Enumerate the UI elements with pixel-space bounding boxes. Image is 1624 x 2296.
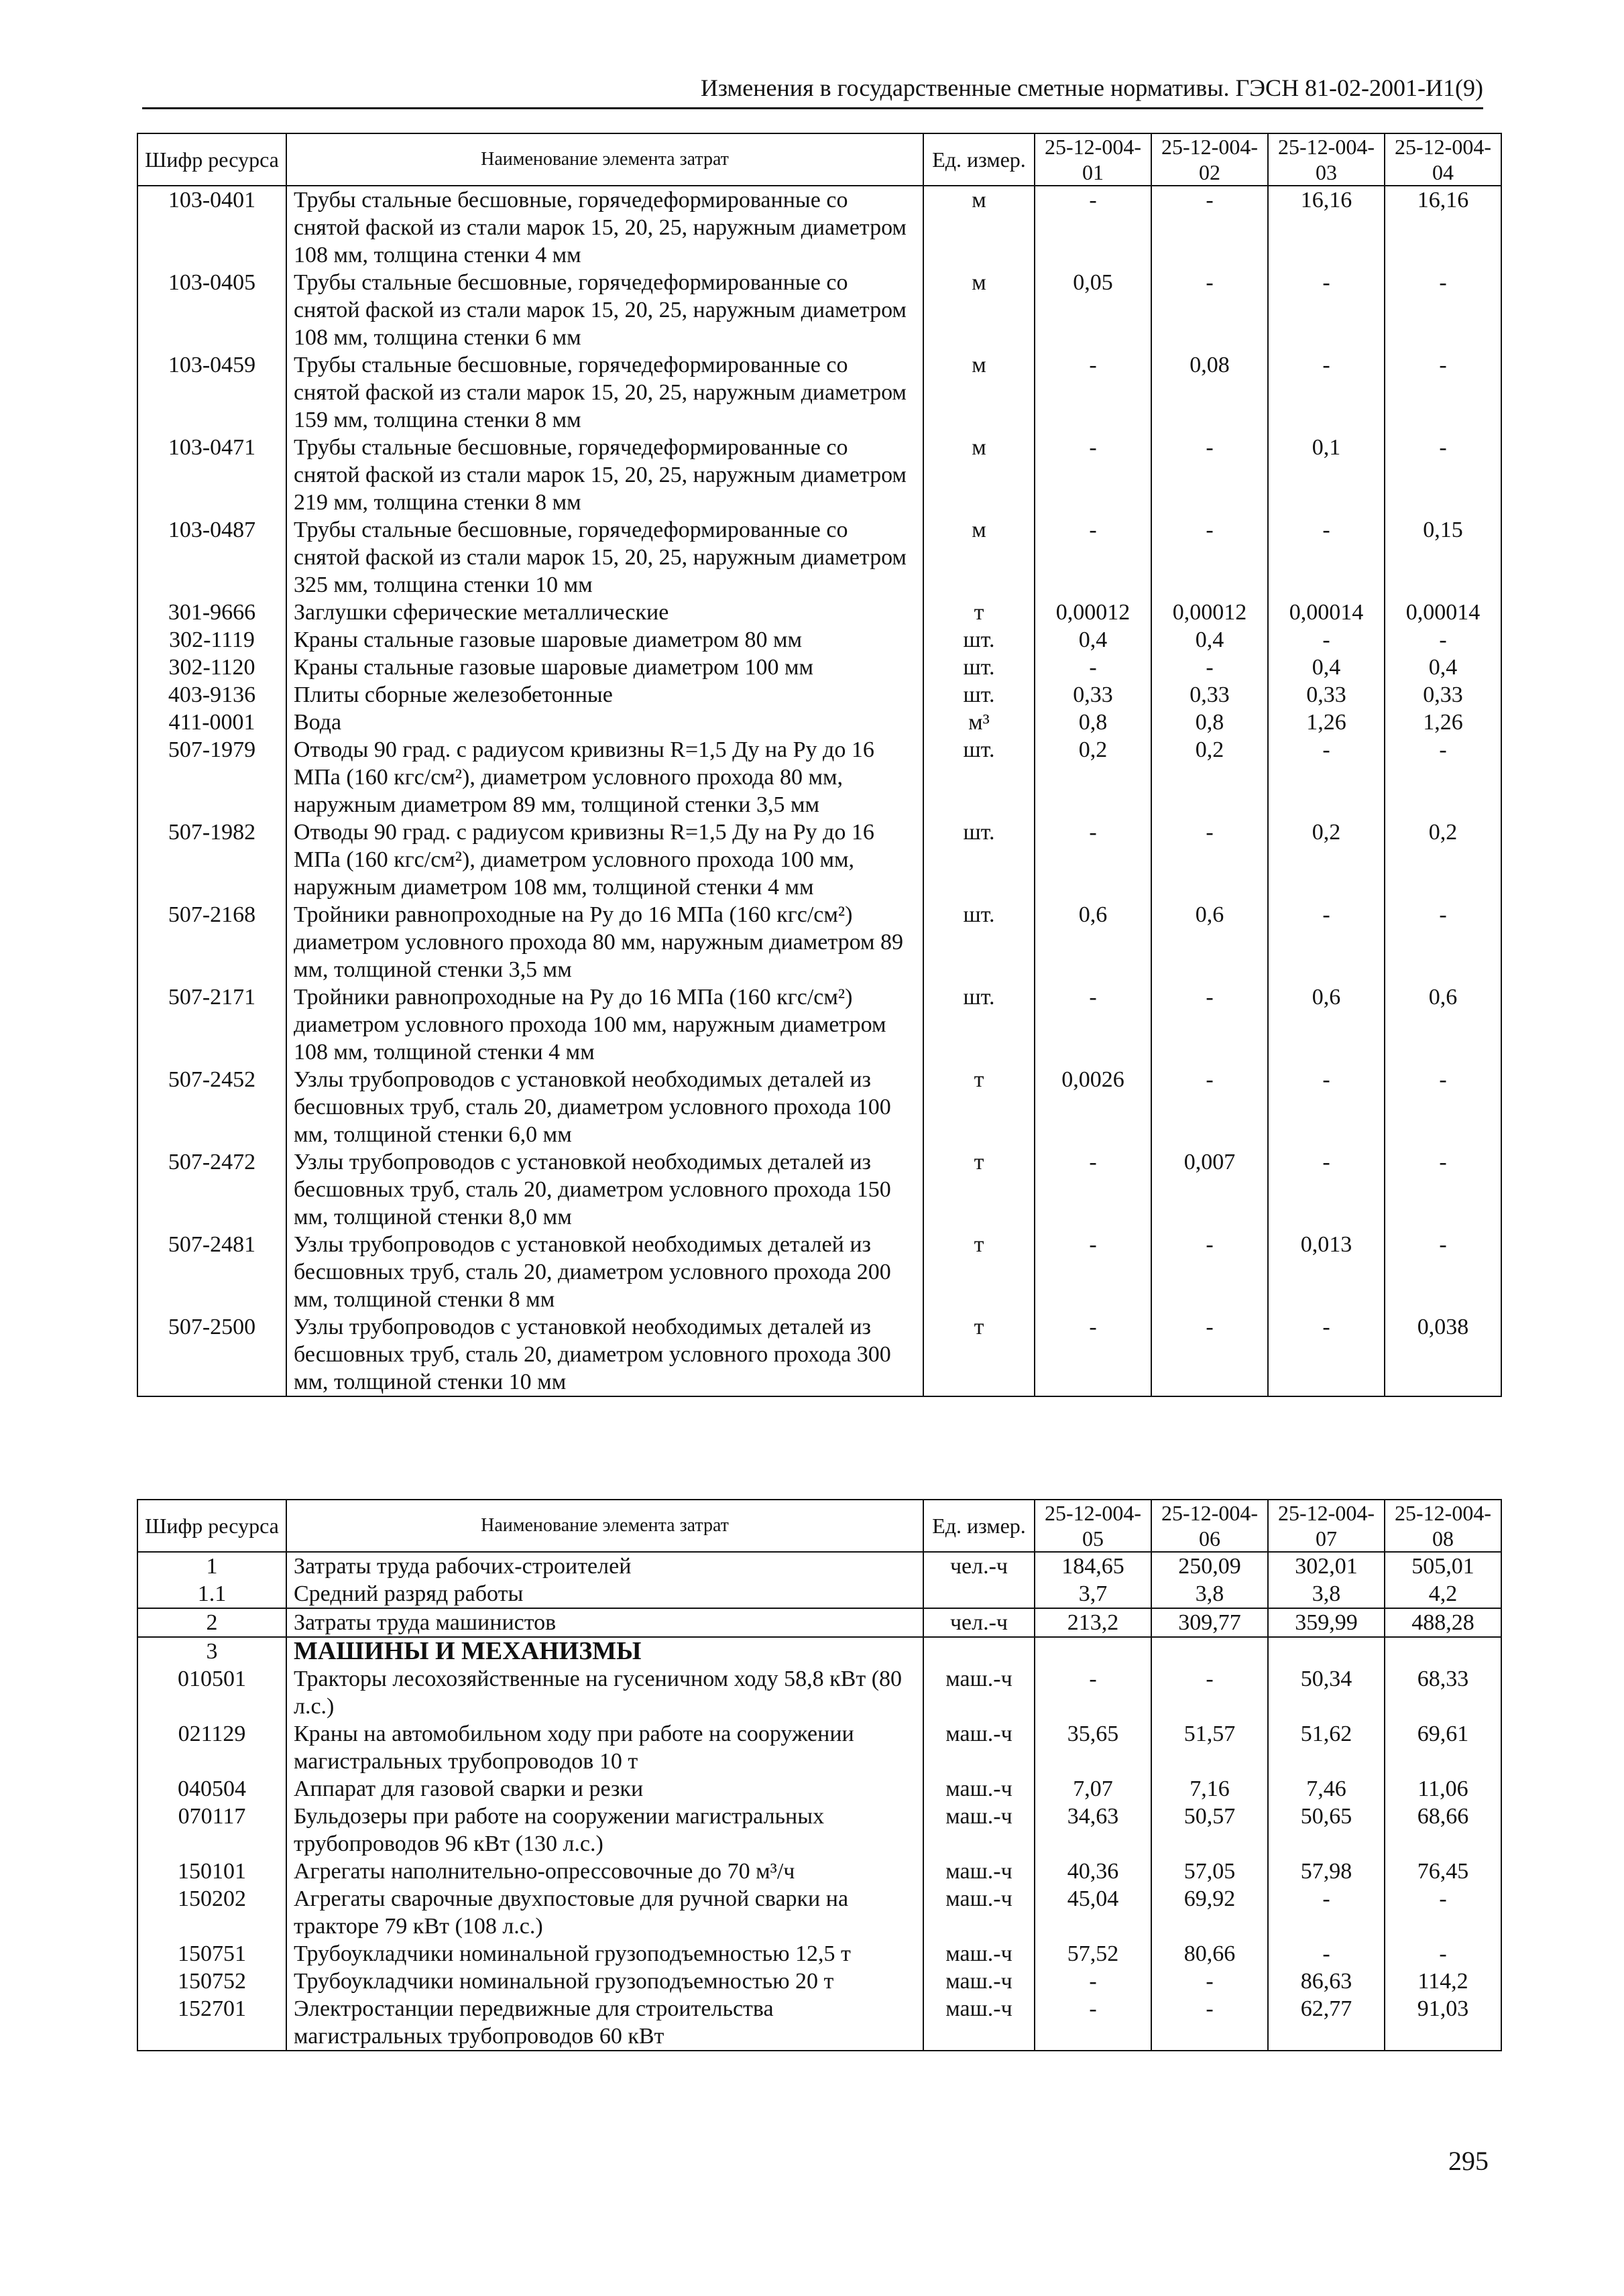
materials-table xyxy=(137,133,1502,1397)
value-cell: - xyxy=(1385,1148,1501,1231)
unit-cell: маш.-ч xyxy=(923,1940,1035,1968)
resource-name-cell: Аппарат для газовой сварки и резки xyxy=(286,1775,923,1803)
value-cell: - xyxy=(1268,901,1385,983)
resource-code-cell: 103-0401 xyxy=(137,186,286,269)
table-row xyxy=(137,1313,1501,1396)
value-cell: 184,65 xyxy=(1035,1552,1151,1580)
value-cell: 0,00012 xyxy=(1151,599,1268,626)
resource-code-cell: 301-9666 xyxy=(137,599,286,626)
table-row xyxy=(137,1775,1501,1803)
header-code: Шифр ресурса xyxy=(137,1500,286,1552)
value-cell xyxy=(1035,1637,1151,1665)
value-cell: 91,03 xyxy=(1385,1995,1501,2051)
header-unit: Ед. измер. xyxy=(923,1500,1035,1552)
resource-code-cell: 152701 xyxy=(137,1995,286,2051)
table-row xyxy=(137,1066,1501,1148)
resource-code-cell: 507-2472 xyxy=(137,1148,286,1231)
value-cell: 76,45 xyxy=(1385,1858,1501,1885)
value-cell: - xyxy=(1035,1313,1151,1396)
value-cell: - xyxy=(1035,1148,1151,1231)
resource-name-cell: Отводы 90 град. с радиусом кривизны R=1,5 Ду на Ру до 16 МПа (160 кгс/см²), диаметром условного прохода 100 мм, наружным диаметром 108 мм, толщиной стенки 4 мм xyxy=(286,819,923,901)
value-cell: - xyxy=(1151,434,1268,516)
value-cell: 0,4 xyxy=(1385,654,1501,681)
value-cell: 0,33 xyxy=(1385,681,1501,709)
value-cell: 40,36 xyxy=(1035,1858,1151,1885)
resource-code-cell: 507-2481 xyxy=(137,1231,286,1313)
value-cell: - xyxy=(1385,1885,1501,1940)
resource-name-cell: Трубоукладчики номинальной грузоподъемностью 12,5 т xyxy=(286,1940,923,1968)
table-row xyxy=(137,434,1501,516)
resource-name-cell: Затраты труда рабочих-строителей xyxy=(286,1552,923,1580)
resource-name-cell: Тракторы лесохозяйственные на гусеничном ходу 58,8 кВт (80 л.с.) xyxy=(286,1665,923,1720)
value-cell: - xyxy=(1385,736,1501,819)
value-cell: 57,05 xyxy=(1151,1858,1268,1885)
header-name: Наименование элемента затрат xyxy=(286,1500,923,1552)
value-cell: 0,2 xyxy=(1385,819,1501,901)
value-cell: - xyxy=(1151,1995,1268,2051)
unit-cell: т xyxy=(923,599,1035,626)
value-cell: - xyxy=(1035,1231,1151,1313)
resource-name-cell: Тройники равнопроходные на Ру до 16 МПа (160 кгс/см²) диаметром условного прохода 100 мм, наружным диаметром 108 мм, толщиной стенки 4 мм xyxy=(286,983,923,1066)
value-cell: 0,4 xyxy=(1268,654,1385,681)
unit-cell: маш.-ч xyxy=(923,1720,1035,1775)
value-cell: - xyxy=(1385,434,1501,516)
value-cell: - xyxy=(1268,351,1385,434)
value-cell: 359,99 xyxy=(1268,1608,1385,1637)
resource-name-cell: Трубоукладчики номинальной грузоподъемностью 20 т xyxy=(286,1968,923,1995)
resource-name-cell: Плиты сборные железобетонные xyxy=(286,681,923,709)
value-cell: - xyxy=(1268,1940,1385,1968)
table-row xyxy=(137,736,1501,819)
resource-name-cell: Трубы стальные бесшовные, горячедеформированные со снятой фаской из стали марок 15, 20, 25, наружным диаметром 108 мм, толщина стенки 4 мм xyxy=(286,186,923,269)
value-cell: 213,2 xyxy=(1035,1608,1151,1637)
value-cell: 45,04 xyxy=(1035,1885,1151,1940)
unit-cell: маш.-ч xyxy=(923,1775,1035,1803)
value-cell xyxy=(1151,1637,1268,1665)
resource-code-cell: 103-0405 xyxy=(137,269,286,351)
value-cell: 16,16 xyxy=(1385,186,1501,269)
resource-code-cell: 507-1982 xyxy=(137,819,286,901)
unit-cell: маш.-ч xyxy=(923,1995,1035,2051)
resource-code-cell: 070117 xyxy=(137,1803,286,1858)
resource-name-cell: Отводы 90 град. с радиусом кривизны R=1,5 Ду на Ру до 16 МПа (160 кгс/см²), диаметром условного прохода 80 мм, наружным диаметром 89 мм, толщиной стенки 3,5 мм xyxy=(286,736,923,819)
value-cell: 0,4 xyxy=(1035,626,1151,654)
value-cell: 51,62 xyxy=(1268,1720,1385,1775)
value-cell: 16,16 xyxy=(1268,186,1385,269)
value-cell: - xyxy=(1151,269,1268,351)
header-col: 25-12-004-06 xyxy=(1151,1500,1268,1552)
value-cell: - xyxy=(1151,186,1268,269)
value-cell: 50,65 xyxy=(1268,1803,1385,1858)
header-col: 25-12-004-01 xyxy=(1035,133,1151,186)
value-cell: 68,33 xyxy=(1385,1665,1501,1720)
value-cell xyxy=(1268,1637,1385,1665)
unit-cell xyxy=(923,1637,1035,1665)
value-cell: 0,6 xyxy=(1151,901,1268,983)
value-cell: 0,05 xyxy=(1035,269,1151,351)
table-row xyxy=(137,599,1501,626)
value-cell: 0,4 xyxy=(1151,626,1268,654)
table-header-row xyxy=(137,133,1501,186)
value-cell: 0,2 xyxy=(1035,736,1151,819)
header-col: 25-12-004-04 xyxy=(1385,133,1501,186)
value-cell: 0,8 xyxy=(1151,709,1268,736)
value-cell: - xyxy=(1035,186,1151,269)
value-cell: 7,16 xyxy=(1151,1775,1268,1803)
resource-name-cell: Средний разряд работы xyxy=(286,1580,923,1608)
value-cell: 7,46 xyxy=(1268,1775,1385,1803)
resource-name-cell: Трубы стальные бесшовные, горячедеформированные со снятой фаской из стали марок 15, 20, 25, наружным диаметром 108 мм, толщина стенки 6 мм xyxy=(286,269,923,351)
table-row xyxy=(137,186,1501,269)
value-cell: 0,00014 xyxy=(1268,599,1385,626)
value-cell: 7,07 xyxy=(1035,1775,1151,1803)
table-row xyxy=(137,681,1501,709)
header-col: 25-12-004-05 xyxy=(1035,1500,1151,1552)
table-row xyxy=(137,1968,1501,1995)
value-cell: 3,8 xyxy=(1151,1580,1268,1608)
unit-cell: м xyxy=(923,351,1035,434)
value-cell: 114,2 xyxy=(1385,1968,1501,1995)
resource-name-cell: Краны на автомобильном ходу при работе на сооружении магистральных трубопроводов 10 т xyxy=(286,1720,923,1775)
value-cell: 250,09 xyxy=(1151,1552,1268,1580)
resource-code-cell: 403-9136 xyxy=(137,681,286,709)
unit-cell: шт. xyxy=(923,983,1035,1066)
value-cell: 57,98 xyxy=(1268,1858,1385,1885)
labor-machines-table xyxy=(137,1499,1502,2051)
page-number: 295 xyxy=(1448,2146,1489,2176)
table-row xyxy=(137,1940,1501,1968)
unit-cell xyxy=(923,1580,1035,1608)
value-cell: - xyxy=(1151,1066,1268,1148)
value-cell: - xyxy=(1385,269,1501,351)
header-col: 25-12-004-02 xyxy=(1151,133,1268,186)
resource-code-cell: 010501 xyxy=(137,1665,286,1720)
table-row xyxy=(137,654,1501,681)
value-cell: 302,01 xyxy=(1268,1552,1385,1580)
resource-name-cell: Узлы трубопроводов с установкой необходимых деталей из бесшовных труб, сталь 20, диаметром условного прохода 150 мм, толщиной стенки 8,0 мм xyxy=(286,1148,923,1231)
value-cell: - xyxy=(1035,654,1151,681)
resource-code-cell: 507-1979 xyxy=(137,736,286,819)
header-col: 25-12-004-08 xyxy=(1385,1500,1501,1552)
value-cell: - xyxy=(1268,626,1385,654)
value-cell: - xyxy=(1268,516,1385,599)
unit-cell: м³ xyxy=(923,709,1035,736)
table-row xyxy=(137,1665,1501,1720)
resource-code-cell: 302-1119 xyxy=(137,626,286,654)
resource-name-cell: Агрегаты наполнительно-опрессовочные до 70 м³/ч xyxy=(286,1858,923,1885)
resource-code-cell: 040504 xyxy=(137,1775,286,1803)
value-cell: 4,2 xyxy=(1385,1580,1501,1608)
value-cell: 86,63 xyxy=(1268,1968,1385,1995)
table-row xyxy=(137,1803,1501,1858)
resource-code-cell: 302-1120 xyxy=(137,654,286,681)
resource-code-cell: 150101 xyxy=(137,1858,286,1885)
value-cell: - xyxy=(1385,351,1501,434)
unit-cell: шт. xyxy=(923,626,1035,654)
unit-cell: чел.-ч xyxy=(923,1608,1035,1637)
value-cell: - xyxy=(1385,1066,1501,1148)
header-name: Наименование элемента затрат xyxy=(286,133,923,186)
value-cell xyxy=(1385,1637,1501,1665)
unit-cell: т xyxy=(923,1313,1035,1396)
value-cell: 0,00012 xyxy=(1035,599,1151,626)
header-col: 25-12-004-07 xyxy=(1268,1500,1385,1552)
unit-cell: шт. xyxy=(923,901,1035,983)
value-cell: 0,1 xyxy=(1268,434,1385,516)
unit-cell: чел.-ч xyxy=(923,1552,1035,1580)
value-cell: 50,34 xyxy=(1268,1665,1385,1720)
unit-cell: м xyxy=(923,434,1035,516)
table-row xyxy=(137,1148,1501,1231)
value-cell: 1,26 xyxy=(1268,709,1385,736)
table-row xyxy=(137,1580,1501,1608)
resource-code-cell: 103-0487 xyxy=(137,516,286,599)
value-cell: - xyxy=(1151,654,1268,681)
value-cell: 0,2 xyxy=(1151,736,1268,819)
value-cell: 0,6 xyxy=(1385,983,1501,1066)
value-cell: - xyxy=(1268,1066,1385,1148)
document-header: Изменения в государственные сметные нормативы. ГЭСН 81-02-2001-И1(9) xyxy=(142,72,1483,109)
resource-name-cell: Краны стальные газовые шаровые диаметром 100 мм xyxy=(286,654,923,681)
resource-name-cell: Узлы трубопроводов с установкой необходимых деталей из бесшовных труб, сталь 20, диаметром условного прохода 300 мм, толщиной стенки 10 мм xyxy=(286,1313,923,1396)
resource-code-cell: 507-2171 xyxy=(137,983,286,1066)
header-unit: Ед. измер. xyxy=(923,133,1035,186)
value-cell: - xyxy=(1151,516,1268,599)
resource-code-cell: 507-2500 xyxy=(137,1313,286,1396)
table-row xyxy=(137,1858,1501,1885)
resource-code-cell: 507-2452 xyxy=(137,1066,286,1148)
unit-cell: т xyxy=(923,1231,1035,1313)
unit-cell: т xyxy=(923,1148,1035,1231)
unit-cell: маш.-ч xyxy=(923,1885,1035,1940)
value-cell: - xyxy=(1151,1231,1268,1313)
resource-name-cell: Трубы стальные бесшовные, горячедеформированные со снятой фаской из стали марок 15, 20, 25, наружным диаметром 159 мм, толщина стенки 8 мм xyxy=(286,351,923,434)
resource-name-cell: Электростанции передвижные для строительства магистральных трубопроводов 60 кВт xyxy=(286,1995,923,2051)
value-cell: 0,00014 xyxy=(1385,599,1501,626)
unit-cell: м xyxy=(923,269,1035,351)
resource-name-cell: Затраты труда машинистов xyxy=(286,1608,923,1637)
value-cell: 0,6 xyxy=(1035,901,1151,983)
value-cell: - xyxy=(1151,1665,1268,1720)
resource-name-cell: Вода xyxy=(286,709,923,736)
value-cell: 51,57 xyxy=(1151,1720,1268,1775)
value-cell: 0,007 xyxy=(1151,1148,1268,1231)
resource-code-cell: 150202 xyxy=(137,1885,286,1940)
unit-cell: маш.-ч xyxy=(923,1968,1035,1995)
table-row xyxy=(137,1637,1501,1665)
value-cell: - xyxy=(1151,983,1268,1066)
value-cell: - xyxy=(1268,1885,1385,1940)
resource-code-cell: 3 xyxy=(137,1637,286,1665)
resource-name-cell: Бульдозеры при работе на сооружении магистральных трубопроводов 96 кВт (130 л.с.) xyxy=(286,1803,923,1858)
resource-name-cell: Тройники равнопроходные на Ру до 16 МПа (160 кгс/см²) диаметром условного прохода 80 мм, наружным диаметром 89 мм, толщиной стенки 3,5 мм xyxy=(286,901,923,983)
unit-cell: шт. xyxy=(923,736,1035,819)
value-cell: 505,01 xyxy=(1385,1552,1501,1580)
resource-code-cell: 2 xyxy=(137,1608,286,1637)
value-cell: - xyxy=(1151,1968,1268,1995)
value-cell: - xyxy=(1385,626,1501,654)
value-cell: 0,0026 xyxy=(1035,1066,1151,1148)
value-cell: - xyxy=(1385,1231,1501,1313)
value-cell: 80,66 xyxy=(1151,1940,1268,1968)
table-row xyxy=(137,709,1501,736)
value-cell: 0,8 xyxy=(1035,709,1151,736)
value-cell: - xyxy=(1151,819,1268,901)
resource-name-cell: Заглушки сферические металлические xyxy=(286,599,923,626)
value-cell: - xyxy=(1385,901,1501,983)
table-row xyxy=(137,351,1501,434)
unit-cell: маш.-ч xyxy=(923,1803,1035,1858)
header-code: Шифр ресурса xyxy=(137,133,286,186)
value-cell: - xyxy=(1268,736,1385,819)
value-cell: 1,26 xyxy=(1385,709,1501,736)
table-row xyxy=(137,901,1501,983)
unit-cell: шт. xyxy=(923,681,1035,709)
value-cell: 11,06 xyxy=(1385,1775,1501,1803)
unit-cell: т xyxy=(923,1066,1035,1148)
unit-cell: маш.-ч xyxy=(923,1665,1035,1720)
unit-cell: шт. xyxy=(923,819,1035,901)
resource-code-cell: 150751 xyxy=(137,1940,286,1968)
table-row xyxy=(137,626,1501,654)
value-cell: 0,33 xyxy=(1268,681,1385,709)
value-cell: - xyxy=(1035,351,1151,434)
resource-code-cell: 1.1 xyxy=(137,1580,286,1608)
resource-code-cell: 150752 xyxy=(137,1968,286,1995)
table-row xyxy=(137,1995,1501,2051)
value-cell: - xyxy=(1035,1665,1151,1720)
value-cell: 0,038 xyxy=(1385,1313,1501,1396)
resource-code-cell: 411-0001 xyxy=(137,709,286,736)
unit-cell: м xyxy=(923,516,1035,599)
table-row xyxy=(137,1720,1501,1775)
value-cell: - xyxy=(1035,983,1151,1066)
value-cell: 68,66 xyxy=(1385,1803,1501,1858)
table-row xyxy=(137,819,1501,901)
resource-name-cell: Трубы стальные бесшовные, горячедеформированные со снятой фаской из стали марок 15, 20, 25, наружным диаметром 325 мм, толщина стенки 10 мм xyxy=(286,516,923,599)
value-cell: - xyxy=(1268,1148,1385,1231)
value-cell: - xyxy=(1268,269,1385,351)
table-row xyxy=(137,516,1501,599)
value-cell: 488,28 xyxy=(1385,1608,1501,1637)
resource-code-cell: 507-2168 xyxy=(137,901,286,983)
value-cell: 0,08 xyxy=(1151,351,1268,434)
value-cell: - xyxy=(1035,1968,1151,1995)
resource-name-cell: МАШИНЫ И МЕХАНИЗМЫ xyxy=(286,1637,923,1665)
value-cell: - xyxy=(1035,434,1151,516)
unit-cell: шт. xyxy=(923,654,1035,681)
resource-name-cell: Узлы трубопроводов с установкой необходимых деталей из бесшовных труб, сталь 20, диаметром условного прохода 200 мм, толщиной стенки 8 мм xyxy=(286,1231,923,1313)
value-cell: - xyxy=(1035,819,1151,901)
value-cell: 0,33 xyxy=(1151,681,1268,709)
table-row xyxy=(137,1608,1501,1637)
resource-name-cell: Краны стальные газовые шаровые диаметром 80 мм xyxy=(286,626,923,654)
resource-name-cell: Агрегаты сварочные двухпостовые для ручной сварки на тракторе 79 кВт (108 л.с.) xyxy=(286,1885,923,1940)
value-cell: 0,2 xyxy=(1268,819,1385,901)
table-row xyxy=(137,1231,1501,1313)
table-row xyxy=(137,1552,1501,1580)
value-cell: 0,33 xyxy=(1035,681,1151,709)
value-cell: - xyxy=(1268,1313,1385,1396)
value-cell: 34,63 xyxy=(1035,1803,1151,1858)
unit-cell: м xyxy=(923,186,1035,269)
unit-cell: маш.-ч xyxy=(923,1858,1035,1885)
table-header-row xyxy=(137,1500,1501,1552)
resource-name-cell: Узлы трубопроводов с установкой необходимых деталей из бесшовных труб, сталь 20, диаметром условного прохода 100 мм, толщиной стенки 6,0 мм xyxy=(286,1066,923,1148)
resource-name-cell: Трубы стальные бесшовные, горячедеформированные со снятой фаской из стали марок 15, 20, 25, наружным диаметром 219 мм, толщина стенки 8 мм xyxy=(286,434,923,516)
value-cell: - xyxy=(1151,1313,1268,1396)
value-cell: 35,65 xyxy=(1035,1720,1151,1775)
value-cell: 0,6 xyxy=(1268,983,1385,1066)
value-cell: - xyxy=(1035,516,1151,599)
value-cell: 3,7 xyxy=(1035,1580,1151,1608)
value-cell: 57,52 xyxy=(1035,1940,1151,1968)
resource-code-cell: 103-0459 xyxy=(137,351,286,434)
value-cell: 3,8 xyxy=(1268,1580,1385,1608)
value-cell: 0,15 xyxy=(1385,516,1501,599)
header-col: 25-12-004-03 xyxy=(1268,133,1385,186)
value-cell: 50,57 xyxy=(1151,1803,1268,1858)
value-cell: 62,77 xyxy=(1268,1995,1385,2051)
value-cell: - xyxy=(1035,1995,1151,2051)
resource-code-cell: 1 xyxy=(137,1552,286,1580)
table-row xyxy=(137,983,1501,1066)
table-row xyxy=(137,269,1501,351)
value-cell: - xyxy=(1385,1940,1501,1968)
value-cell: 69,61 xyxy=(1385,1720,1501,1775)
value-cell: 0,013 xyxy=(1268,1231,1385,1313)
resource-code-cell: 021129 xyxy=(137,1720,286,1775)
table-row xyxy=(137,1885,1501,1940)
value-cell: 69,92 xyxy=(1151,1885,1268,1940)
value-cell: 309,77 xyxy=(1151,1608,1268,1637)
resource-code-cell: 103-0471 xyxy=(137,434,286,516)
